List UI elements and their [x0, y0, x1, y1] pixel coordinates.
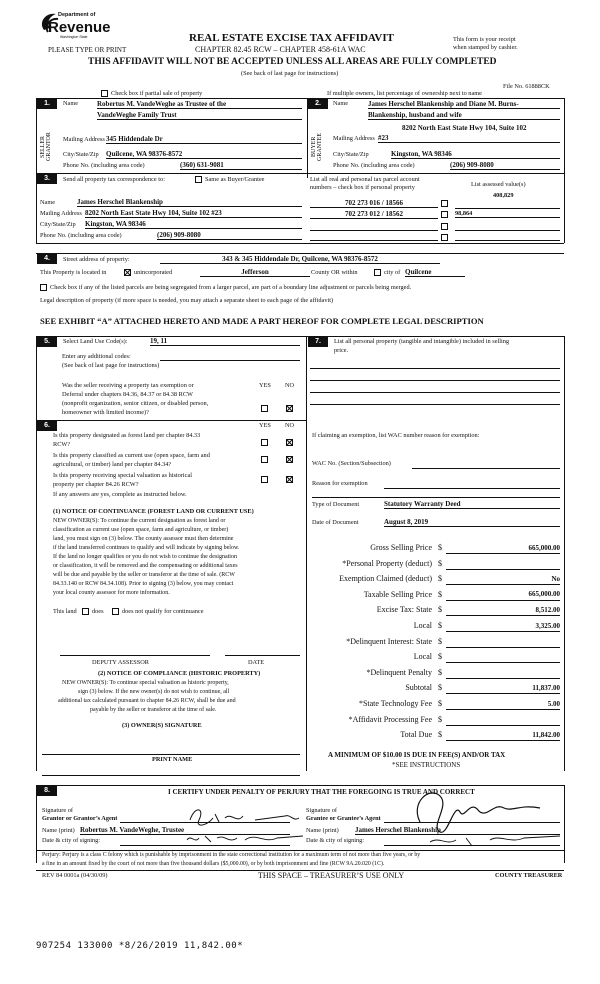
partial-sale-checkbox[interactable] — [101, 90, 108, 97]
s3-phone: (206) 909-8080 — [157, 232, 302, 240]
s3-city: Kingston, WA 98346 — [85, 221, 302, 229]
section-8-number: 8. — [37, 786, 57, 796]
seller-city: Quilcene, WA 98376-8572 — [106, 151, 302, 159]
money-value: 5.00 — [547, 699, 560, 708]
section-6-number: 6. — [37, 421, 57, 431]
money-label: Taxable Selling Price — [363, 589, 432, 599]
form-chapter: CHAPTER 82.45 RCW – CHAPTER 458-61A WAC — [195, 45, 366, 54]
money-label: *Affidavit Processing Fee — [348, 714, 432, 724]
grantor-name-label: Name (print) — [42, 827, 75, 834]
forest-yes-checkbox[interactable] — [261, 439, 268, 446]
historic-q-1: Is this property receiving special valuation as historical — [53, 472, 193, 479]
personal-prop-label-1: List all personal property (tangible and intangible) included in selling — [334, 338, 510, 345]
currency-symbol: $ — [438, 714, 442, 724]
grantor-sig-label-2: Grantor or Grantor’s Agent — [42, 815, 118, 822]
doc-type: Statutory Warranty Deed — [384, 501, 560, 509]
assessed-label: List assessed value(s) — [471, 181, 526, 188]
seller-name-line2: VandeWeghe Family Trust — [97, 112, 302, 120]
exemption-wac-label: If claiming an exemption, list WAC number reason for exemption: — [312, 432, 480, 439]
deputy-assessor-label: DEPUTY ASSESSOR — [92, 659, 149, 666]
revenue-logo — [36, 10, 111, 42]
perjury-text-2: a fine in an amount fixed by the court of not more than five thousand dollars ($5,000.00), or by both imprisonment and fine (RCW 9A.20.020 (1C). — [42, 861, 385, 867]
doc-type-label: Type of Document — [312, 501, 360, 508]
grantor-date-label: Date & city of signing: — [42, 837, 101, 844]
buyer-name-line1: James Herschel Blankenship and Diane M. Burns- — [368, 101, 560, 109]
section-5-number: 5. — [37, 337, 57, 347]
s3-address-label: Mailing Address — [40, 210, 82, 217]
parcel-label-1: List all real and personal tax parcel account — [310, 176, 420, 183]
exemption-q-3: (nonprofit organization, senior citizen, or disabled person, — [62, 400, 209, 407]
current-use-q-2: agricultural, or timber) land per chapter 84.34? — [53, 461, 172, 468]
assessed-value-2: 98,864 — [455, 211, 560, 218]
buyer-name-line2: Blankenship, husband and wife — [368, 112, 560, 120]
notice1-title: (1) NOTICE OF CONTINUANCE (FOREST LAND OR CURRENT USE) — [53, 508, 254, 515]
historic-yes-checkbox[interactable] — [261, 476, 268, 483]
same-as-buyer-checkbox[interactable] — [195, 176, 202, 183]
exemption-yes-checkbox[interactable] — [261, 405, 268, 412]
section-4-number: 4. — [37, 254, 57, 264]
land-does-checkbox[interactable] — [82, 608, 89, 615]
exemption-no-checkbox[interactable] — [286, 405, 293, 412]
seller-side-label: SELLER GRANTOR — [40, 132, 52, 162]
currency-symbol: $ — [438, 683, 442, 693]
logo-name: Revenue — [48, 19, 111, 36]
deputy-date-label: DATE — [248, 659, 265, 666]
forest-q-2: RCW? — [53, 441, 71, 448]
notice2-title: (2) NOTICE OF COMPLIANCE (HISTORIC PROPERTY) — [98, 670, 261, 677]
land-does-label: does — [92, 608, 104, 615]
money-value: 8,512.00 — [535, 605, 560, 614]
print-name-label: PRINT NAME — [152, 756, 193, 763]
seller-name-label: Name — [63, 100, 79, 107]
rev-number: REV 84 0001a (04/30/09) — [42, 872, 108, 879]
money-label: Exemption Claimed (deduct) — [339, 574, 432, 584]
money-value: 665,000.00 — [528, 543, 560, 552]
buyer-name-label: Name — [333, 100, 349, 107]
notice1-line: 84.33.140 or RCW 84.34.108). Prior to signing (3) below, you may contact — [53, 581, 234, 587]
send-correspondence-label: Send all property tax correspondence to: — [63, 176, 165, 183]
money-value: 11,837.00 — [532, 683, 560, 692]
money-label: Gross Selling Price — [370, 543, 432, 552]
personal-prop-label-2: price. — [334, 347, 349, 354]
buyer-phone-label: Phone No. (including area code) — [333, 162, 415, 169]
additional-codes-label: Enter any additional codes: — [62, 353, 131, 360]
s3-name-label: Name — [40, 199, 56, 206]
currency-symbol: $ — [438, 589, 442, 599]
doc-date: August 8, 2019 — [384, 519, 560, 527]
notice2-line: sign (3) below. If the new owner(s) do not wish to continue, all — [78, 689, 230, 695]
s3-address: 8202 North East State Hwy 104, Suite 102 #23 — [85, 210, 302, 218]
section-1-number: 1. — [37, 99, 57, 109]
land-does-not-label: does not qualify for continuance — [122, 608, 204, 615]
notice2-line: payable by the seller or transferor at the time of sale. — [90, 707, 217, 713]
money-label: Excise Tax: State — [376, 605, 432, 615]
money-label: Subtotal — [405, 683, 432, 693]
certify-statement: I CERTIFY UNDER PENALTY OF PERJURY THAT THE FOREGOING IS TRUE AND CORRECT — [168, 788, 475, 796]
receipt-note-2: when stamped by cashier. — [453, 44, 518, 51]
form-see-back: (See back of last page for instructions) — [241, 70, 339, 77]
logo-state: Washington State — [60, 35, 88, 39]
forest-q-1: Is this property designated as forest land per chapter 84.33 — [53, 432, 201, 439]
parcel-3-personal-checkbox[interactable] — [441, 223, 448, 230]
section-7-number: 7. — [308, 337, 328, 347]
currency-symbol: $ — [438, 636, 442, 646]
form-title: REAL ESTATE EXCISE TAX AFFIDAVIT — [189, 32, 394, 44]
currency-symbol: $ — [438, 699, 442, 708]
partial-sale-label: Check box if partial sale of property — [111, 90, 203, 97]
money-label: Local — [413, 621, 432, 630]
money-label: *State Technology Fee — [358, 699, 432, 708]
seller-address-label: Mailing Address — [63, 136, 105, 143]
legal-desc-label: Legal description of property (if more space is needed, you may attach a separate sheet to each page of the affidavit) — [40, 297, 334, 304]
form-warning: THIS AFFIDAVIT WILL NOT BE ACCEPTED UNLESS ALL AREAS ARE FULLY COMPLETED — [88, 57, 497, 67]
currency-symbol: $ — [438, 543, 442, 552]
treasurer-space: THIS SPACE – TREASURER’S USE ONLY — [258, 871, 405, 880]
grantee-name: James Herschel Blankenship — [355, 827, 560, 835]
perjury-text-1: Perjury: Perjury is a class C felony which is punishable by imprisonment in the state correctional institution for a maximum term of not more than five years, or by — [42, 852, 421, 858]
money-value: 665,000.00 — [528, 590, 560, 599]
money-label: *Delinquent Penalty — [366, 667, 432, 677]
s5-yes: YES — [259, 382, 271, 389]
additional-codes-note: (See back of last page for instructions) — [62, 362, 160, 369]
currency-symbol: $ — [438, 574, 442, 584]
exhibit-statement: SEE EXHIBIT “A” ATTACHED HERETO AND MADE A PART HEREOF FOR COMPLETE LEGAL DESCRIPTION — [40, 316, 484, 326]
section-2-number: 2. — [308, 99, 328, 109]
reason-label: Reason for exemption — [312, 480, 368, 487]
buyer-side-label: BUYER GRANTEE — [311, 133, 323, 161]
historic-q-2: property per chapter 84.26 RCW? — [53, 481, 139, 488]
county-treasurer: COUNTY TREASURER — [495, 872, 563, 879]
this-land-label: This land — [53, 608, 77, 615]
wac-number-label: WAC No. (Section/Subsection) — [312, 460, 391, 467]
notice1-line: or classification, it will be removed and the compensating or additional taxes — [53, 563, 238, 569]
buyer-address-line1: 8202 North East State Hwy 104, Suite 102 — [402, 124, 527, 132]
notice1-line: if the land transferred continues to qualify and will indicate by signing below. — [53, 545, 240, 551]
grantee-name-label: Name (print) — [306, 827, 339, 834]
answers-note: If any answers are yes, complete as instructed below. — [53, 491, 187, 498]
see-instructions-note: *SEE INSTRUCTIONS — [392, 761, 461, 769]
money-label: Total Due — [400, 730, 432, 740]
money-label: *Delinquent Interest: State — [346, 636, 432, 646]
property-city: Quilcene — [405, 269, 465, 277]
buyer-phone: (206) 909-8080 — [450, 162, 560, 170]
exemption-q-2: Deferral under chapters 84.36, 84.37 or 84.38 RCW — [62, 391, 193, 398]
historic-no-checkbox[interactable] — [286, 476, 293, 483]
multiple-owners-label: If multiple owners, list percentage of ownership next to name — [327, 90, 482, 97]
money-label: Local — [413, 652, 432, 662]
located-label: This Property is located in — [40, 269, 107, 276]
assessed-value-1: 408,829 — [493, 192, 514, 199]
currency-symbol: $ — [438, 667, 442, 677]
notice1-line: If the land no longer qualifies or you do not wish to continue the designation — [53, 554, 237, 560]
grantor-name: Robertus M. VandeWeghe, Trustee — [80, 827, 290, 835]
owner-signature-label: (3) OWNER(S) SIGNATURE — [122, 722, 202, 729]
street-label: Street address of property: — [63, 256, 130, 263]
currency-symbol: $ — [438, 730, 442, 740]
seller-address: 345 Hiddendale Dr — [106, 136, 302, 144]
buyer-address-label: Mailing Address — [333, 135, 375, 142]
exemption-q-1: Was the seller receiving a property tax exemption or — [62, 382, 194, 389]
parcel-1-personal-checkbox[interactable] — [441, 200, 448, 207]
notice1-line: NEW OWNER(S): To continue the current designation as forest land or — [53, 518, 226, 524]
notice1-line: classification as current use (open space, farm and agriculture, or timber) — [53, 527, 229, 533]
seller-name-line1: Robertus M. VandeWeghe as Trustee of the — [97, 101, 302, 109]
current-use-no-checkbox[interactable] — [286, 456, 293, 463]
grantee-sig-label-1: Signature of — [306, 807, 337, 814]
currency-symbol: $ — [438, 558, 442, 568]
parcel-4-personal-checkbox[interactable] — [441, 234, 448, 241]
notice2-line: additional tax calculated pursuant to chapter 84.26 RCW, shall be due and — [58, 698, 236, 704]
minimum-fee-note: A MINIMUM OF $10.00 IS DUE IN FEE(S) AND/OR TAX — [328, 751, 506, 759]
unincorporated-label: unincorporated — [134, 269, 173, 276]
land-does-not-checkbox[interactable] — [112, 608, 119, 615]
county-or-label: County OR within — [311, 269, 358, 276]
please-type: PLEASE TYPE OR PRINT — [48, 46, 127, 54]
doc-date-label: Date of Document — [312, 519, 359, 526]
land-use-codes: 19, 11 — [150, 338, 300, 346]
land-use-label: Select Land Use Code(s): — [63, 338, 128, 345]
seller-city-label: City/State/Zip — [63, 151, 99, 158]
grantor-signature — [185, 800, 315, 850]
parcel-2-personal-checkbox[interactable] — [441, 211, 448, 218]
exemption-q-4: homeowner with limited income)? — [62, 409, 149, 416]
s3-phone-label: Phone No. (including area code) — [40, 232, 122, 239]
notice1-line: will be due and payable by the seller or transferor at the time of sale. (RCW — [53, 572, 235, 578]
current-use-q-1: Is this property classified as current use (open space, farm and — [53, 452, 210, 459]
segregated-label: Check box if any of the listed parcels are being segregated from a larger parcel, are part of a boundary line adjustment or parcels being merged. — [50, 284, 412, 291]
receipt-note-1: This form is your receipt — [453, 36, 516, 43]
grantor-sig-label-1: Signature of — [42, 807, 73, 814]
within-city-checkbox[interactable] — [374, 269, 381, 276]
s5-no: NO — [285, 382, 295, 389]
currency-symbol: $ — [438, 621, 442, 630]
s6-yes: YES — [259, 422, 271, 429]
buyer-address: #23 — [378, 135, 560, 143]
city-of-label: city of — [384, 269, 401, 276]
money-value: No — [551, 574, 560, 583]
grantee-sig-label-2: Grantee or Grantee’s Agent — [306, 815, 381, 822]
current-use-yes-checkbox[interactable] — [261, 456, 268, 463]
currency-symbol: $ — [438, 652, 442, 662]
file-number: File No. 61888CK — [503, 83, 550, 90]
money-value: 3,325.00 — [535, 621, 560, 630]
street-address: 343 & 345 Hiddendale Dr, Quilcene, WA 98376-8572 — [160, 256, 440, 264]
s3-name: James Herschel Blankenship — [77, 199, 302, 207]
buyer-city: Kingston, WA 98346 — [391, 151, 560, 159]
parcel-label-2: numbers – check box if personal property — [310, 184, 415, 191]
parcel-1: 702 273 016 / 18566 — [310, 200, 438, 208]
s3-city-label: City/State/Zip — [40, 221, 76, 228]
buyer-city-label: City/State/Zip — [333, 151, 369, 158]
notice1-line: land, you must sign on (3) below. The county assessor must then determine — [53, 536, 234, 542]
money-value: 11,842.00 — [532, 730, 560, 739]
currency-symbol: $ — [438, 605, 442, 615]
section-3-number: 3. — [37, 174, 57, 184]
notice2-line: NEW OWNER(S): To continue special valuation as historic property, — [62, 680, 229, 686]
county-name: Jefferson — [200, 269, 310, 277]
grantee-signature — [400, 782, 565, 852]
notice1-line: your local county assessor for more information. — [53, 590, 170, 596]
same-as-buyer-label: Same as Buyer/Grantee — [205, 176, 265, 183]
parcel-2: 702 273 012 / 18562 — [310, 211, 438, 219]
logo-dept: Department of — [58, 12, 96, 18]
grantee-date-label: Date & city of signing: — [306, 837, 365, 844]
seller-phone-label: Phone No. (including area code) — [63, 162, 145, 169]
s6-no: NO — [285, 422, 295, 429]
segregated-checkbox[interactable] — [40, 284, 47, 291]
seller-phone: (360) 631-9081 — [180, 162, 302, 170]
unincorporated-checkbox[interactable] — [124, 269, 131, 276]
money-label: *Personal Property (deduct) — [342, 558, 432, 568]
forest-no-checkbox[interactable] — [286, 439, 293, 446]
cashier-stamp: 907254 133000 *8/26/2019 11,842.00* — [36, 941, 244, 951]
